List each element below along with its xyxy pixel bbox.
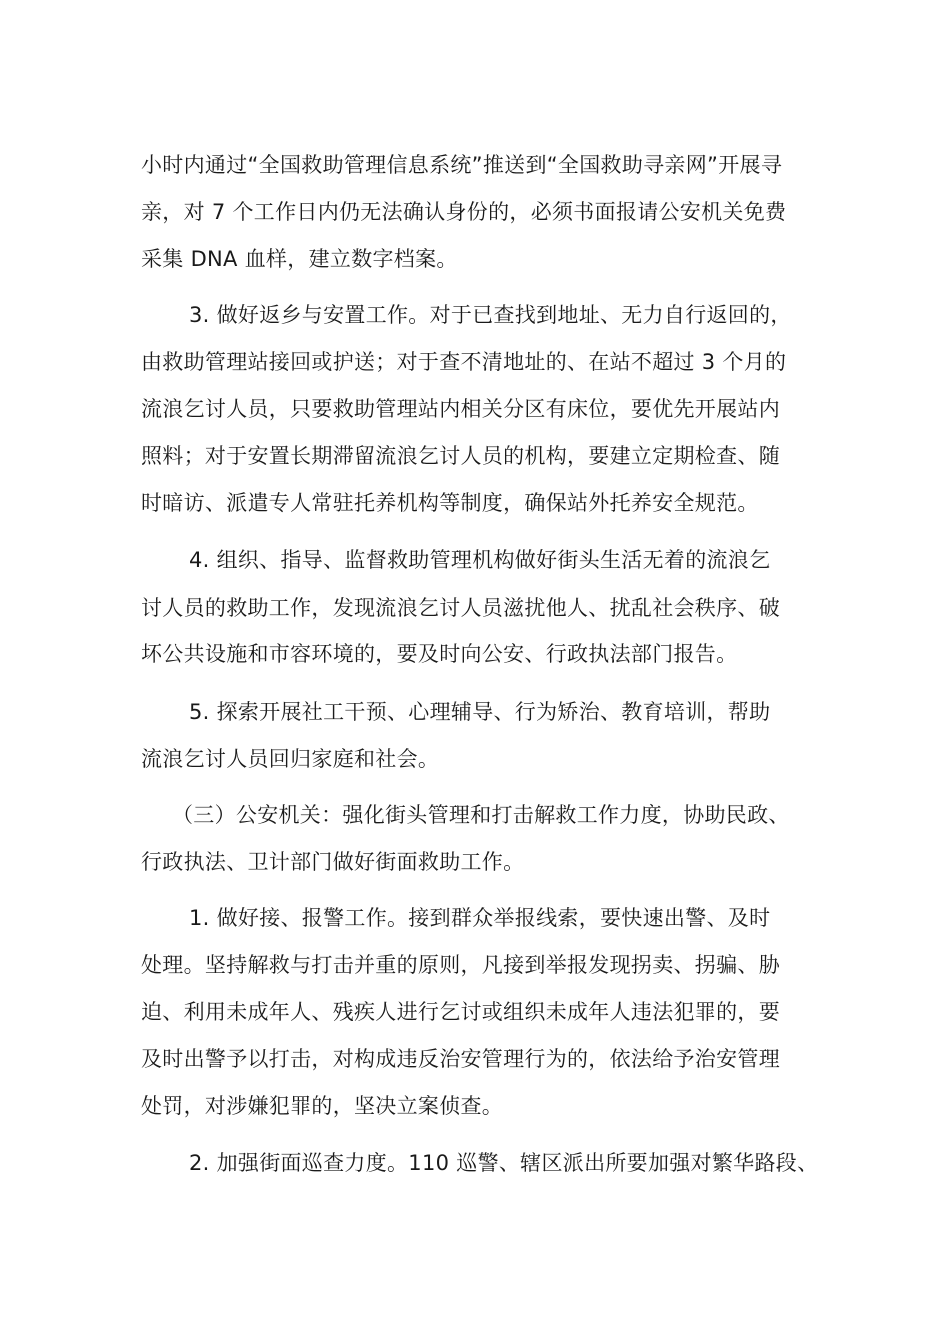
list-item-heading: 2. 加强街面巡查力度。110 巡警、辖区派出所要加强对繁华路段、 (189, 1151, 819, 1175)
body-line: 处理。坚持解救与打击并重的原则，凡接到举报发现拐卖、拐骗、胁 (141, 953, 780, 977)
section-heading: （三）公安机关：强化街头管理和打击解救工作力度，协助民政、 (172, 803, 790, 827)
body-line: 小时内通过“全国救助管理信息系统”推送到“全国救助寻亲网”开展寻 (141, 153, 783, 177)
body-line: 及时出警予以打击，对构成违反治安管理行为的，依法给予治安管理 (141, 1047, 780, 1071)
list-item-heading: 5. 探索开展社工干预、心理辅导、行为矫治、教育培训，帮助 (189, 700, 771, 724)
list-item-heading: 1. 做好接、报警工作。接到群众举报线索，要快速出警、及时 (189, 906, 771, 930)
body-line: 坏公共设施和市容环境的，要及时向公安、行政执法部门报告。 (141, 642, 738, 666)
body-line: 行政执法、卫计部门做好街面救助工作。 (141, 850, 525, 874)
list-item-heading: 3. 做好返乡与安置工作。对于已查找到地址、无力自行返回的， (189, 303, 792, 327)
body-line: 采集 DNA 血样，建立数字档案。 (141, 247, 458, 271)
body-line: 由救助管理站接回或护送；对于查不清地址的、在站不超过 3 个月的 (141, 350, 787, 374)
body-line: 流浪乞讨人员回归家庭和社会。 (141, 747, 440, 771)
body-line: 亲，对 7 个工作日内仍无法确认身份的，必须书面报请公安机关免费 (141, 200, 787, 224)
body-line: 迫、利用未成年人、残疾人进行乞讨或组织未成年人违法犯罪的，要 (141, 1000, 780, 1024)
body-line: 时暗访、派遣专人常驻托养机构等制度，确保站外托养安全规范。 (141, 491, 759, 515)
list-item-heading: 4. 组织、指导、监督救助管理机构做好街头生活无着的流浪乞 (189, 548, 771, 572)
body-line: 处罚，对涉嫌犯罪的，坚决立案侦查。 (141, 1094, 504, 1118)
body-line: 流浪乞讨人员，只要救助管理站内相关分区有床位，要优先开展站内 (141, 397, 780, 421)
body-line: 讨人员的救助工作，发现流浪乞讨人员滋扰他人、扰乱社会秩序、破 (141, 596, 780, 620)
body-line: 照料；对于安置长期滞留流浪乞讨人员的机构，要建立定期检查、随 (141, 444, 780, 468)
